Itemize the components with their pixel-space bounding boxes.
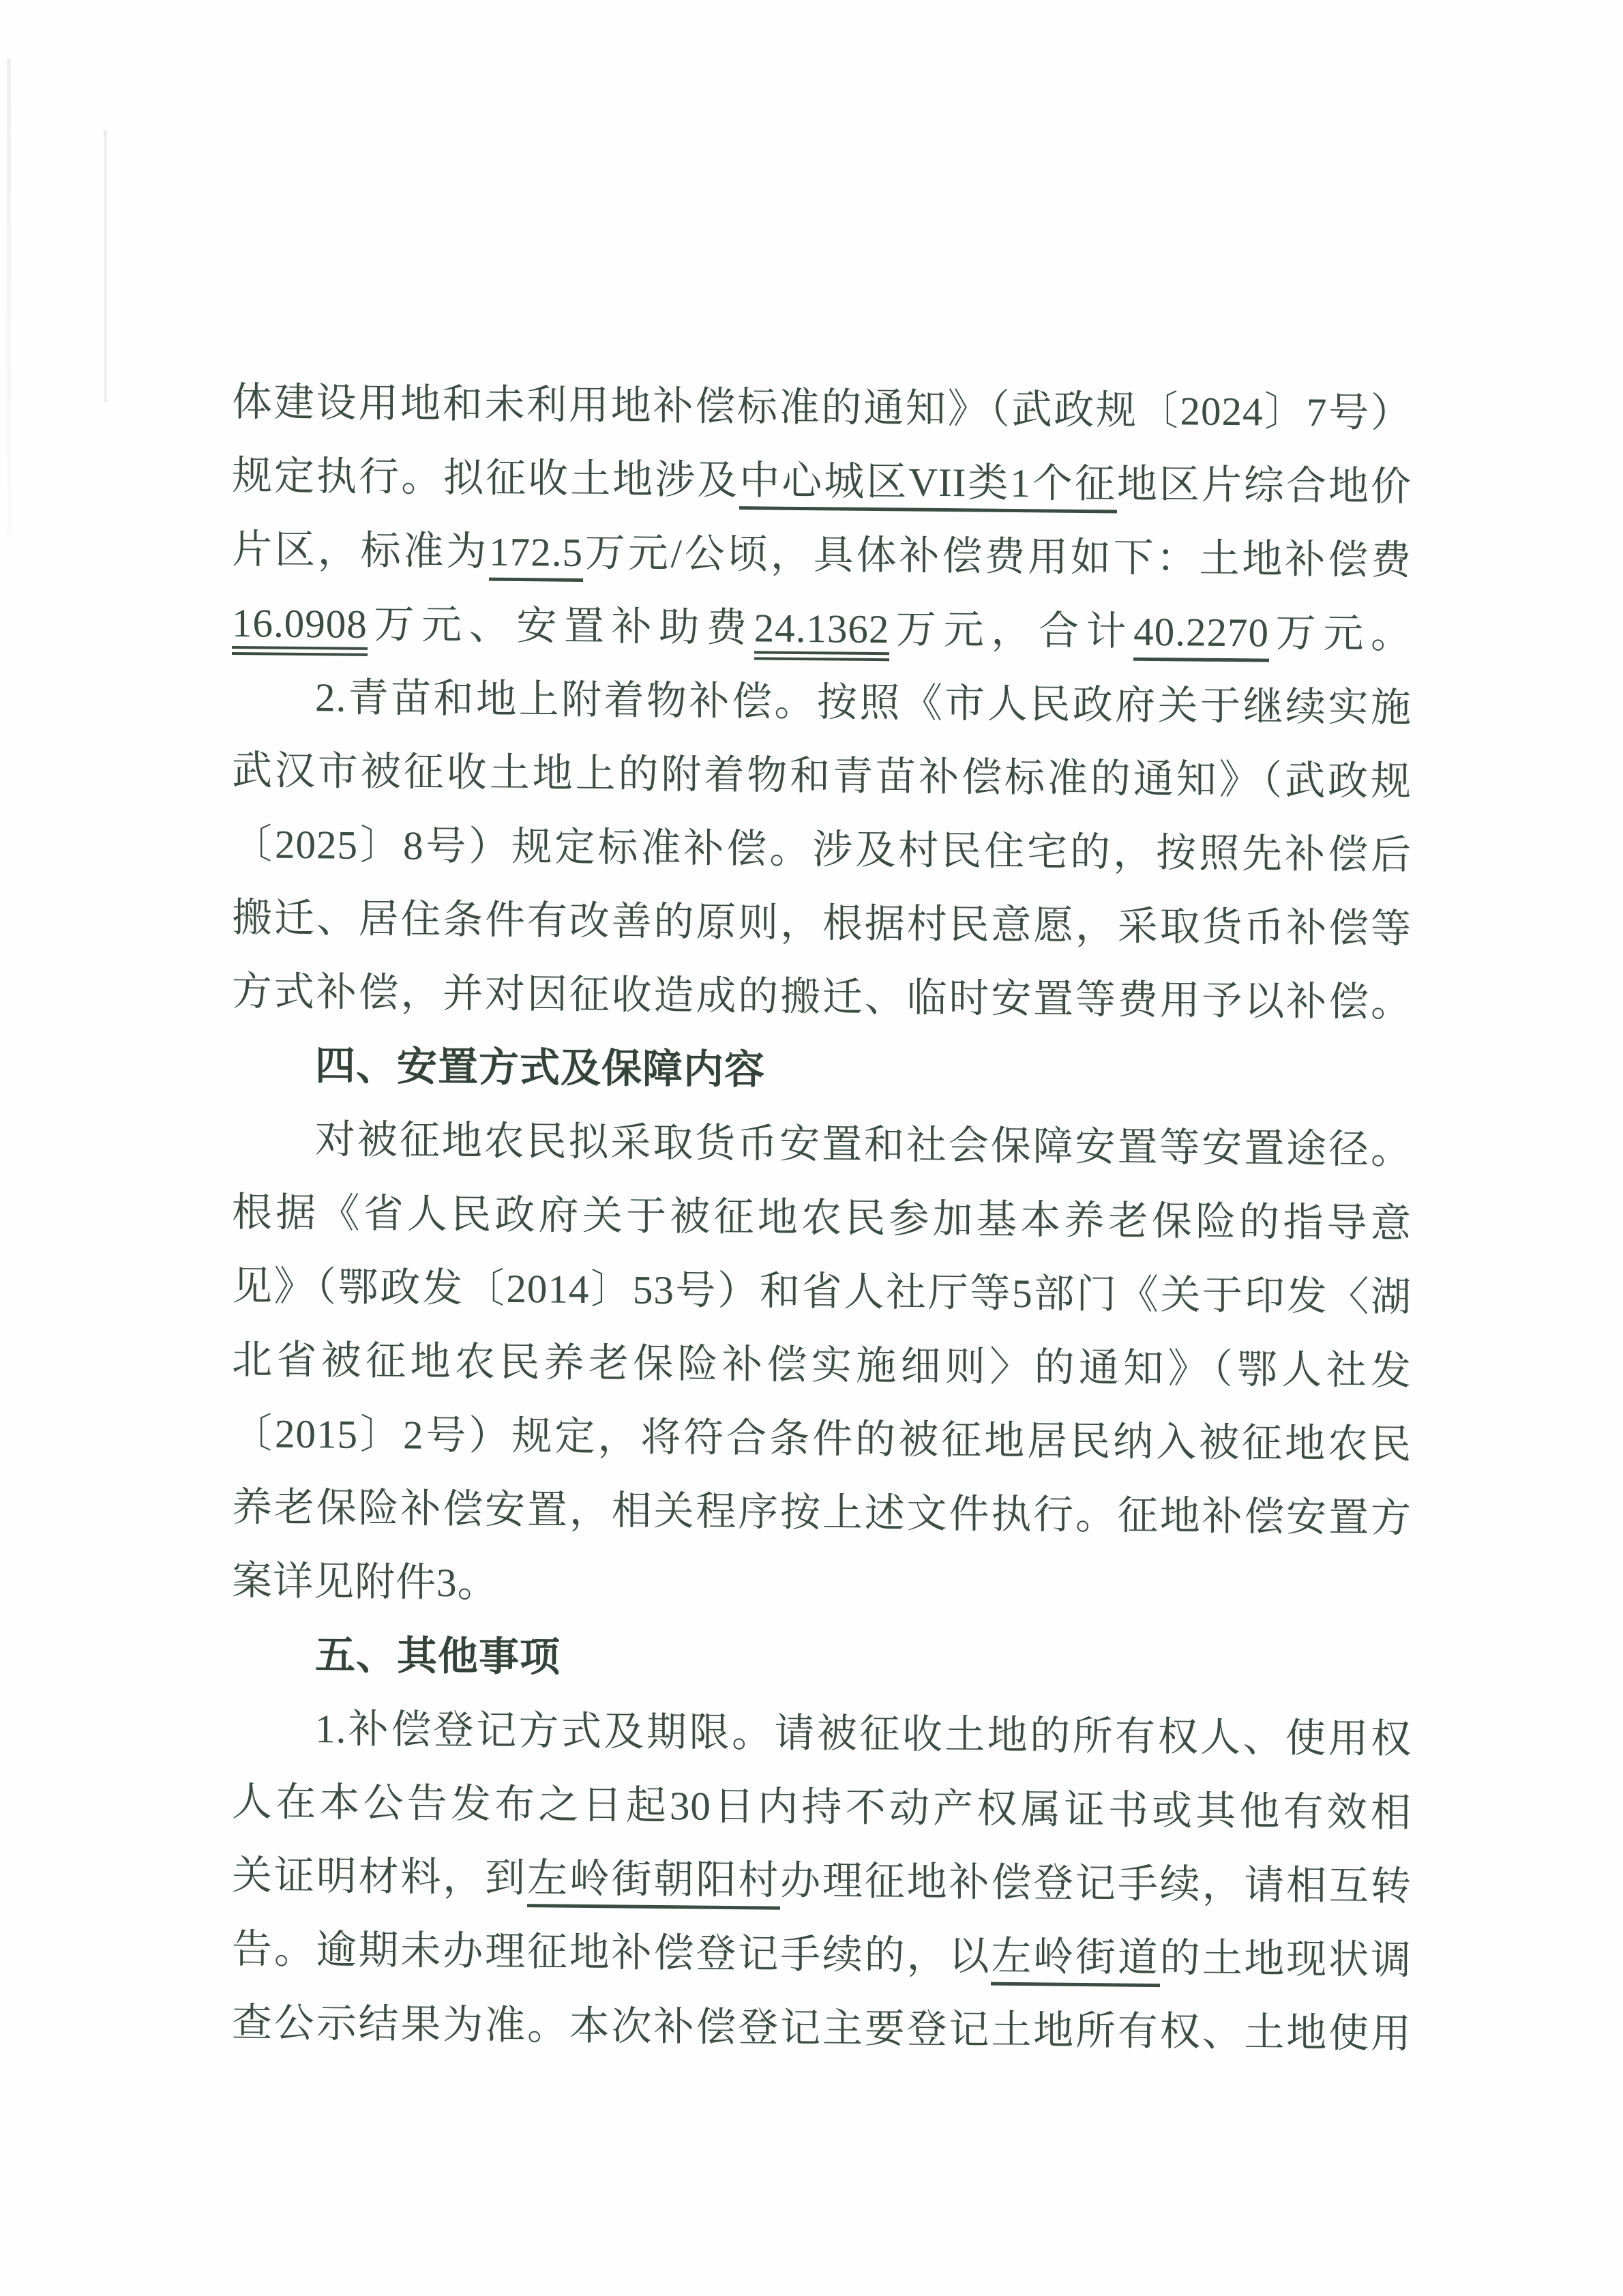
text-segment: 体建设用地和未利用地补偿标准的通知》（武政规〔2024〕7号） xyxy=(232,379,1412,436)
text-segment: 的土地现状调 xyxy=(1159,1935,1412,1983)
text-segment: 办理征地补偿登记手续，请相互转 xyxy=(780,1857,1412,1909)
text-segment: 武汉市被征收土地上的附着物和青苗补偿标准的通知》（武政规 xyxy=(232,748,1412,804)
underlined-text: 24.1362 xyxy=(754,605,890,661)
text-segment: 1.补偿登记方式及期限。请被征收土地的所有权人、使用权 xyxy=(315,1706,1412,1762)
doc-line xyxy=(232,1470,1412,1555)
doc-line xyxy=(232,1396,1412,1482)
doc-line xyxy=(232,954,1412,1040)
text-segment: 〔2015〕2号）规定，将符合条件的被征地居民纳入被征地农民 xyxy=(232,1411,1412,1467)
doc-line xyxy=(232,881,1412,966)
scan-artifact xyxy=(104,130,107,402)
text-block xyxy=(232,365,1412,2071)
underlined-text: 16.0908 xyxy=(232,600,368,656)
text-segment: 养老保险补偿安置，相关程序按上述文件执行。征地补偿安置方 xyxy=(232,1484,1412,1541)
doc-line xyxy=(232,439,1412,524)
text-segment: 万元，合计 xyxy=(889,606,1134,654)
doc-line xyxy=(232,1544,1412,1629)
text-segment: 对被征地农民拟采取货币安置和社会保障安置等安置途径。 xyxy=(315,1117,1412,1173)
underlined-text: 中心城区VII类1个征 xyxy=(739,458,1117,513)
doc-line xyxy=(232,1765,1412,1850)
underlined-text: 左岭街道 xyxy=(991,1934,1159,1987)
doc-line xyxy=(232,1323,1412,1408)
doc-line xyxy=(232,1691,1412,1776)
text-segment: 地区片综合地价 xyxy=(1116,461,1412,510)
underlined-text: 172.5 xyxy=(489,529,583,582)
doc-line xyxy=(232,586,1412,671)
text-segment: 关证明材料，到 xyxy=(232,1853,527,1901)
doc-line xyxy=(232,512,1412,598)
text-segment: 〔2025〕8号）规定标准补偿。涉及村民住宅的，按照先补偿后 xyxy=(232,821,1412,878)
doc-line xyxy=(232,1249,1412,1334)
underlined-text: 40.2270 xyxy=(1133,609,1269,662)
section-heading xyxy=(232,1617,1412,1703)
text-segment: 搬迁、居住条件有改善的原则，根据村民意愿，采取货币补偿等 xyxy=(232,895,1412,952)
section-heading xyxy=(232,1028,1412,1113)
text-segment: 根据《省人民政府关于被征地农民参加基本养老保险的指导意 xyxy=(232,1190,1412,1246)
doc-line xyxy=(232,1912,1412,1997)
text-segment: 规定执行。拟征收土地涉及 xyxy=(232,453,740,503)
doc-line xyxy=(232,660,1412,745)
doc-line xyxy=(232,365,1412,450)
text-segment: 人在本公告发布之日起30日内持不动产权属证书或其他有效相 xyxy=(232,1779,1412,1836)
doc-line xyxy=(232,1838,1412,1924)
heading-text: 五、其他事项 xyxy=(315,1632,561,1680)
text-segment: 方式补偿，并对因征收造成的搬迁、临时安置等费用予以补偿。 xyxy=(232,969,1412,1025)
doc-line xyxy=(232,1102,1412,1187)
underlined-text: 左岭街朝阳村 xyxy=(527,1855,780,1910)
text-segment: 北省被征地农民养老保险补偿实施细则〉的通知》（鄂人社发 xyxy=(232,1337,1412,1394)
heading-text: 四、安置方式及保障内容 xyxy=(315,1043,766,1093)
text-segment: 万元/公顷，具体补偿费用如下：土地补偿费 xyxy=(583,529,1412,583)
doc-line xyxy=(232,1175,1412,1261)
text-segment: 见》（鄂政发〔2014〕53号）和省人社厅等5部门《关于印发〈湖 xyxy=(232,1263,1412,1320)
text-segment: 案详见附件3。 xyxy=(232,1558,498,1606)
doc-line xyxy=(232,733,1412,819)
text-segment: 片区，标准为 xyxy=(232,527,490,574)
text-segment: 查公示结果为准。本次补偿登记主要登记土地所有权、土地使用 xyxy=(232,2000,1412,2057)
text-segment: 告。逾期未办理征地补偿登记手续的，以 xyxy=(232,1926,992,1979)
scan-artifact xyxy=(7,58,11,535)
text-segment: 2.青苗和地上附着物补偿。按照《市人民政府关于继续实施 xyxy=(315,675,1412,731)
text-segment: 万元、安置补助费 xyxy=(367,601,754,651)
text-segment: 万元。 xyxy=(1269,610,1412,657)
doc-line xyxy=(232,1986,1412,2071)
doc-line xyxy=(232,807,1412,892)
